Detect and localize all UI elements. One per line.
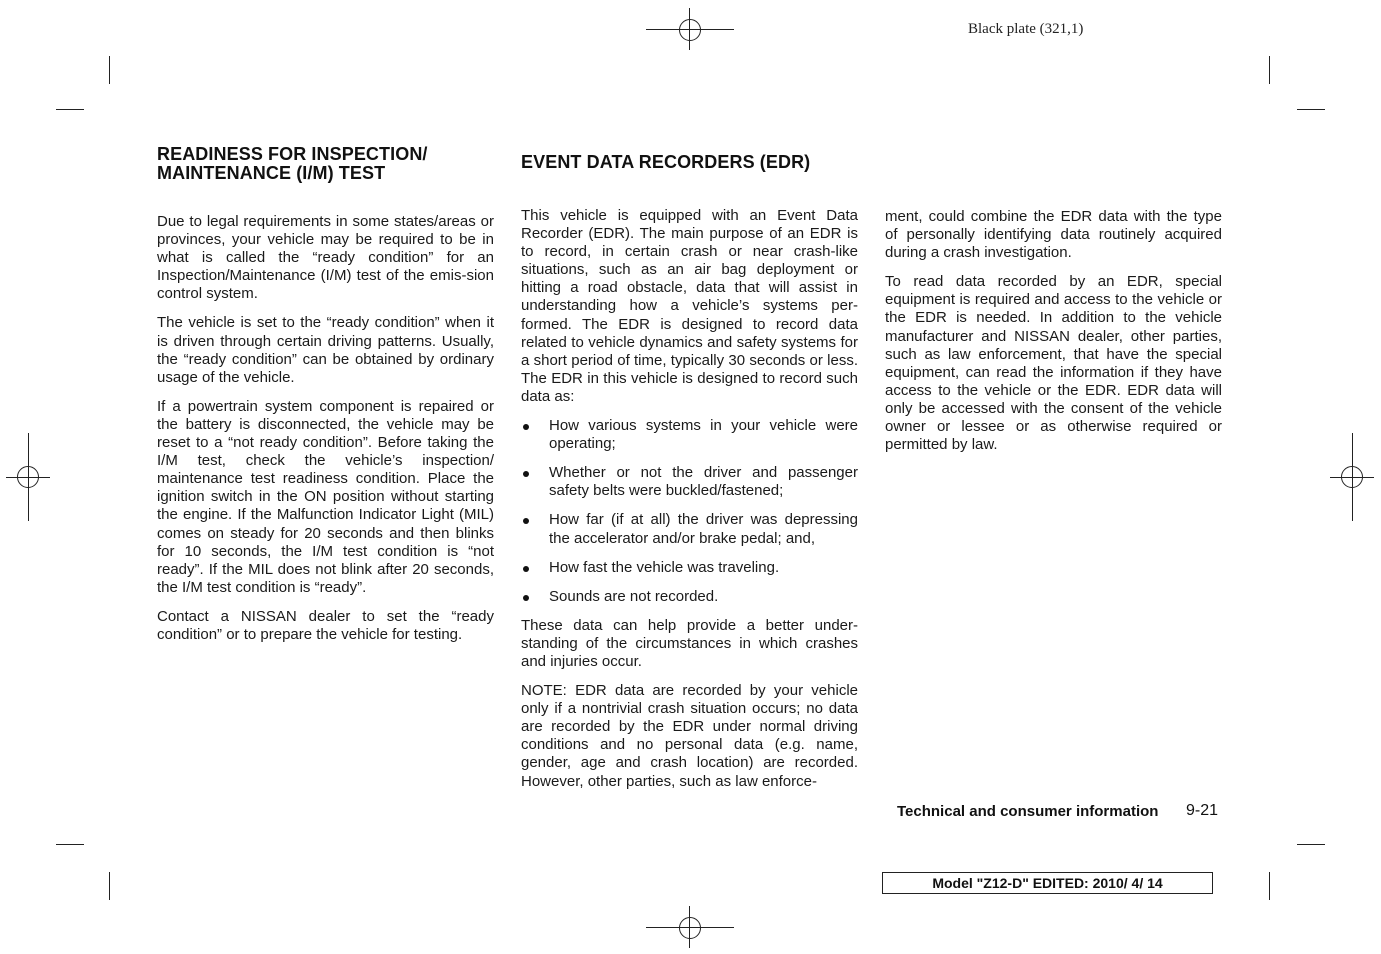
note-paragraph: NOTE: EDR data are recorded by your vehicle only if a nontrivial crash situation occurs; no data are recorded by the EDR under normal driving conditions and no personal data (e.g. name, gender, age and crash location) are recorded. However, other parties, such as law enforce- bbox=[521, 682, 858, 790]
list-item bbox=[521, 511, 858, 547]
model-edited-box: Model "Z12-D" EDITED: 2010/ 4/ 14 bbox=[882, 872, 1213, 894]
registration-target bbox=[1341, 466, 1363, 488]
paragraph: Contact a NISSAN dealer to set the “ready condition” or to prepare the vehicle for testing. bbox=[157, 607, 494, 643]
section-heading-edr: EVENT DATA RECORDERS (EDR) bbox=[521, 152, 811, 172]
registration-target bbox=[17, 466, 39, 488]
list-item-text: How fast the vehicle was traveling. bbox=[549, 558, 780, 576]
paragraph: If a powertrain system component is repaired or the battery is disconnected, the vehicle may be reset to a “not ready condition”. Before taking the I/M test, check the vehicle’s inspection/ maintenance test readiness condition. Place the ignition switch in the ON position without starting the engine. If the Malfunction Indicator Light (MIL) comes on steady for 20 seconds and then blinks for 10 seconds, the I/M test condition is “not ready”. If the MIL does not blink after 20 seconds, the I/M test condition is “ready”. bbox=[157, 397, 494, 596]
list-item-text: Sounds are not recorded. bbox=[549, 587, 719, 605]
crop-mark-line bbox=[1297, 109, 1325, 110]
left-column bbox=[157, 145, 494, 655]
crop-mark-line bbox=[1297, 844, 1325, 845]
list-item bbox=[521, 559, 858, 577]
bullet-icon bbox=[523, 471, 529, 477]
plate-label: Black plate (321,1) bbox=[968, 21, 1084, 37]
bullet-icon bbox=[523, 424, 529, 430]
bullet-icon bbox=[523, 595, 529, 601]
list-item-text: Whether or not the driver and passenger safety belts were buckled/fastened; bbox=[549, 464, 858, 500]
paragraph: ment, could combine the EDR data with the type of personally identifying data routinely acquired during a crash investigation. bbox=[885, 208, 1222, 262]
list-item bbox=[521, 588, 858, 606]
crop-mark-line bbox=[109, 872, 110, 900]
crop-mark-line bbox=[1269, 872, 1270, 900]
crop-mark-line bbox=[109, 56, 110, 84]
bullet-icon bbox=[523, 566, 529, 572]
bullet-list bbox=[521, 417, 858, 606]
section-heading-im-test: READINESS FOR INSPECTION/ MAINTENANCE (I/M) TEST bbox=[157, 144, 428, 183]
list-item-text: How various systems in your vehicle were operating; bbox=[549, 417, 858, 453]
list-item bbox=[521, 417, 858, 453]
registration-target bbox=[679, 19, 701, 41]
bullet-icon bbox=[523, 518, 529, 524]
right-column bbox=[885, 208, 1222, 465]
list-item bbox=[521, 464, 858, 500]
crop-mark-line bbox=[56, 109, 84, 110]
crop-mark-line bbox=[1269, 56, 1270, 84]
paragraph: These data can help provide a better under-standing of the circumstances in which crashes and injuries occur. bbox=[521, 616, 858, 670]
paragraph: Due to legal requirements in some states/areas or provinces, your vehicle may be required to be in what is called the “ready condition” for an Inspection/Maintenance (I/M) test of the emis-sion control system. bbox=[157, 213, 494, 303]
paragraph: This vehicle is equipped with an Event Data Recorder (EDR). The main purpose of an EDR is to record, in certain crash or near crash-like situations, such as an air bag deployment or hitting a road obstacle, data that will assist in understanding how a vehicle’s systems per-formed. The EDR is designed to record data related to vehicle dynamics and safety systems for a short period of time, typically 30 seconds or less. The EDR in this vehicle is designed to record such data as: bbox=[521, 207, 858, 405]
footer-section-title: Technical and consumer information bbox=[897, 803, 1159, 820]
list-item-text: How far (if at all) the driver was depressing the accelerator and/or brake pedal; and, bbox=[549, 511, 858, 547]
paragraph: To read data recorded by an EDR, special equipment is required and access to the vehicle or the EDR is needed. In addition to the vehicle manufacturer and NISSAN dealer, other parties, such as law enforcement, that have the special equipment, can read the information if they have access to the vehicle or the EDR. EDR data will only be accessed with the consent of the vehicle owner or lessee or as otherwise required or permitted by law. bbox=[885, 273, 1222, 454]
registration-target bbox=[679, 917, 701, 939]
middle-column bbox=[521, 153, 858, 802]
paragraph: The vehicle is set to the “ready condition” when it is driven through certain driving patterns. Usually, the “ready condition” can be obtained by ordinary usage of the vehicle. bbox=[157, 314, 494, 386]
crop-mark-line bbox=[56, 844, 84, 845]
page-number: 9-21 bbox=[1186, 802, 1219, 819]
